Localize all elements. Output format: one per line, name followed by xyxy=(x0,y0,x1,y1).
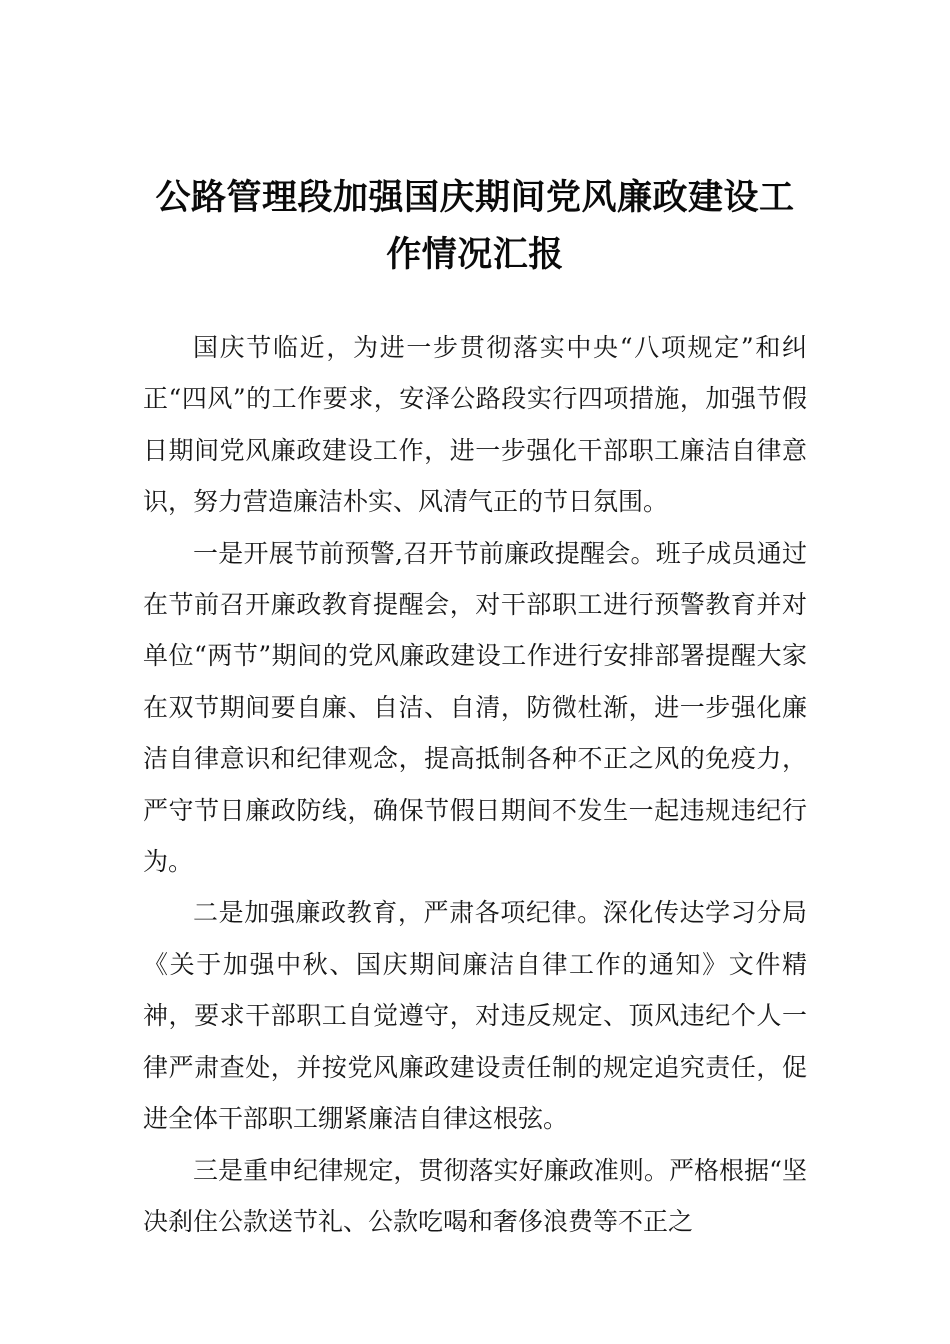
paragraph-measure-one: 一是开展节前预警,召开节前廉政提醒会。班子成员通过在节前召开廉政教育提醒会，对干部职工进行预警教育并对单位“两节”期间的党风廉政建设工作进行安排部署提醒大家在双节期间要自廉、自洁、自清，防微杜渐，进一步强化廉洁自律意识和纪律观念，提高抵制各种不正之风的免疫力，严守节日廉政防线，确保节假日期间不发生一起违规违纪行为。 xyxy=(143,538,807,877)
document-title: 公路管理段加强国庆期间党风廉政建设工作情况汇报 xyxy=(155,178,795,275)
document-body xyxy=(143,322,807,1247)
paragraph-measure-two: 二是加强廉政教育，严肃各项纪律。深化传达学习分局《关于加强中秋、国庆期间廉洁自律工作的通知》文件精神，要求干部职工自觉遵守，对违反规定、顶风违纪个人一律严肃查处，并按党风廉政建设责任制的规定追究责任，促进全体干部职工绷紧廉洁自律这根弦。 xyxy=(143,898,807,1134)
paragraph-measure-three: 三是重申纪律规定，贯彻落实好廉政准则。严格根据“坚决刹住公款送节礼、公款吃喝和奢侈浪费等不正之 xyxy=(143,1155,807,1236)
paragraph-intro: 国庆节临近，为进一步贯彻落实中央“八项规定”和纠正“四风”的工作要求，安泽公路段实行四项措施，加强节假日期间党风廉政建设工作，进一步强化干部职工廉洁自律意识，努力营造廉洁朴实、风清气正的节日氛围。 xyxy=(143,333,807,517)
